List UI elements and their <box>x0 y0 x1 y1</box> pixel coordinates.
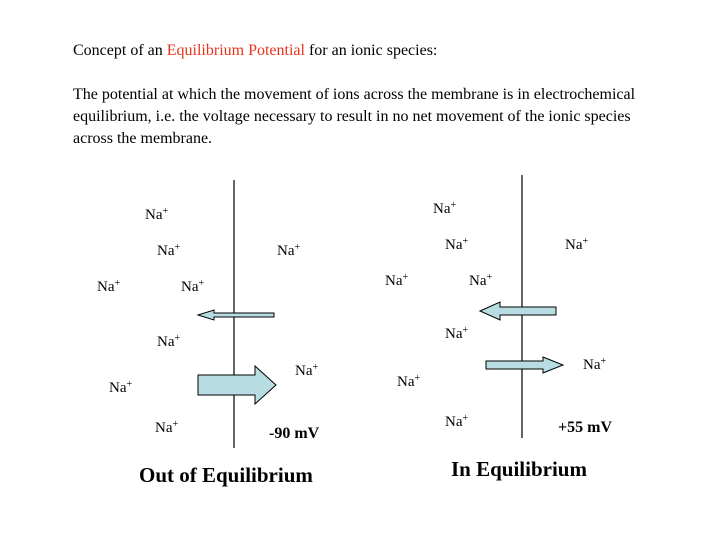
left-ion-5: Na+ <box>181 278 205 295</box>
right-ion-8: Na+ <box>397 373 421 390</box>
right-ion-2: Na+ <box>445 236 469 253</box>
left-ion-1: Na+ <box>145 206 169 223</box>
right-ion-6: Na+ <box>445 325 469 342</box>
left-ion-8: Na+ <box>109 379 133 396</box>
left-small-inward-arrow <box>198 310 274 320</box>
concept-prefix: Concept of an <box>73 42 167 59</box>
right-ion-9: Na+ <box>445 413 469 430</box>
concept-suffix: for an ionic species: <box>304 42 438 59</box>
left-ion-7: Na+ <box>295 362 319 379</box>
right-caption: In Equilibrium <box>451 457 587 481</box>
left-panel <box>97 180 320 487</box>
left-ions <box>97 206 319 436</box>
right-outward-arrow <box>486 357 563 373</box>
right-ion-1: Na+ <box>433 200 457 217</box>
concept-highlight: Equilibrium Potential <box>166 42 305 59</box>
left-ion-9: Na+ <box>155 419 179 436</box>
right-ion-3: Na+ <box>565 236 589 253</box>
right-ion-5: Na+ <box>469 272 493 289</box>
left-voltage-label: -90 mV <box>269 425 320 442</box>
left-large-outward-arrow <box>198 366 276 404</box>
right-inward-arrow <box>480 302 556 320</box>
left-caption: Out of Equilibrium <box>139 463 313 487</box>
left-ion-3: Na+ <box>277 242 301 259</box>
right-ion-4: Na+ <box>385 272 409 289</box>
right-ion-7: Na+ <box>583 356 607 373</box>
right-voltage-label: +55 mV <box>558 419 612 436</box>
left-ion-2: Na+ <box>157 242 181 259</box>
left-ion-6: Na+ <box>157 333 181 350</box>
right-panel <box>385 175 612 481</box>
left-ion-4: Na+ <box>97 278 121 295</box>
definition-text: The potential at which the movement of ions across the membrane is in electrochemical equilibrium, i.e. the voltage necessary to result in no net movement of the ionic species across the membrane. <box>73 86 636 147</box>
